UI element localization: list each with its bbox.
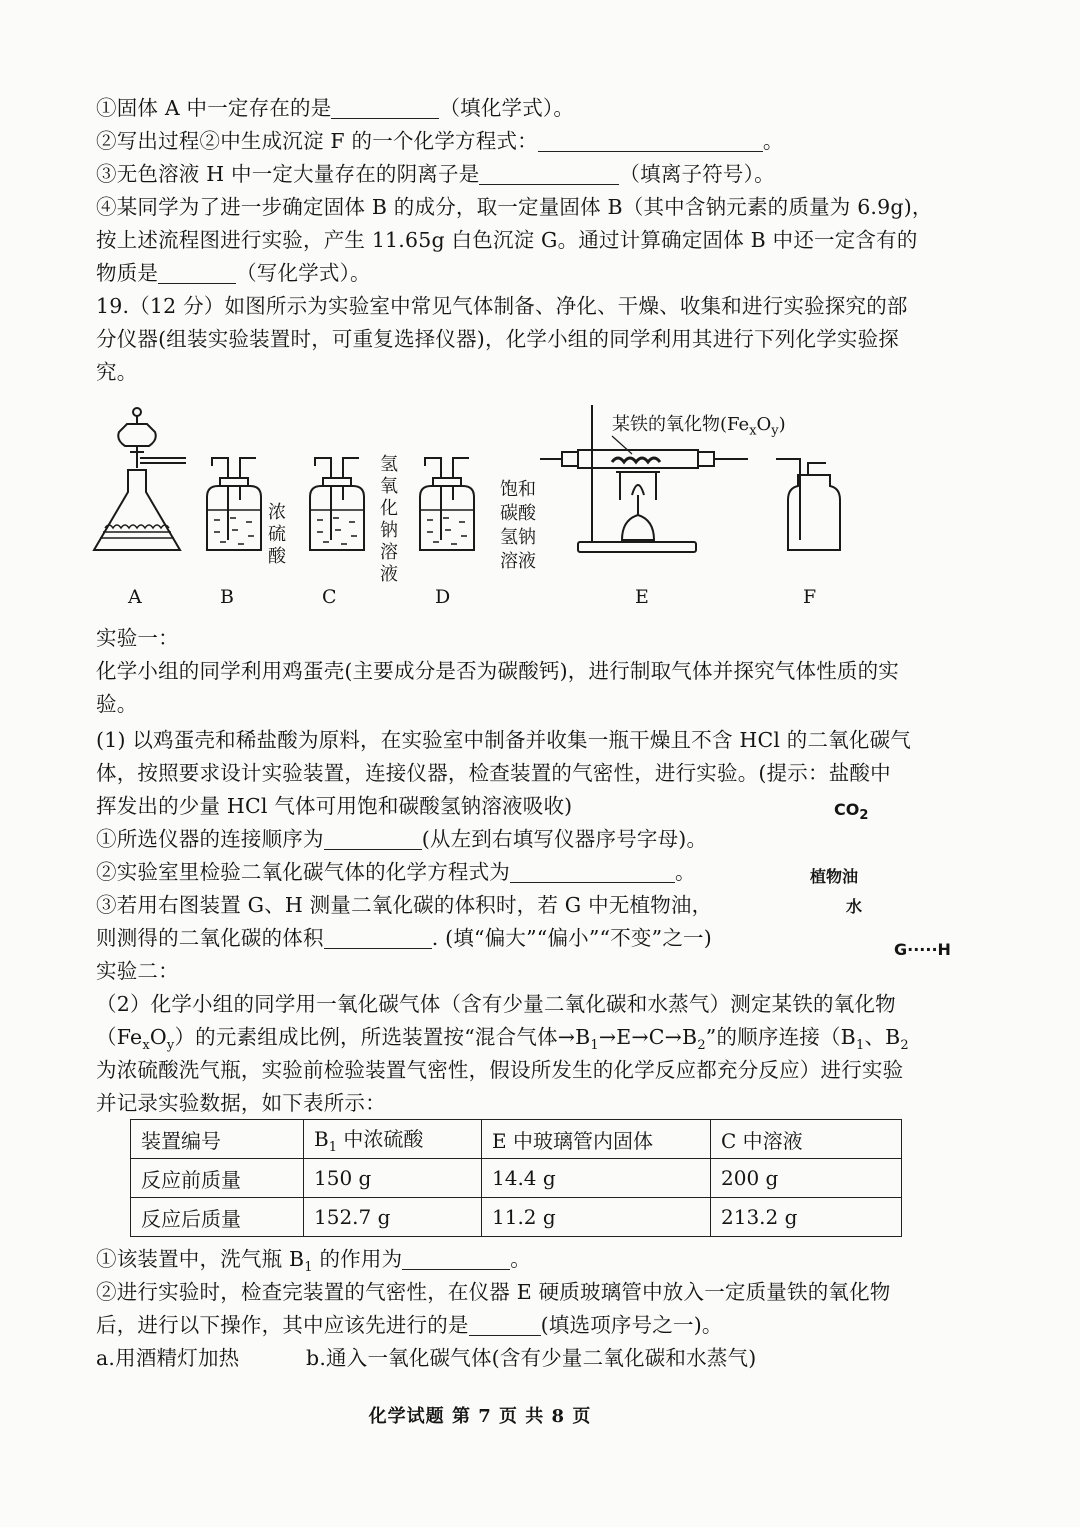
answer-blank[interactable] <box>510 860 675 883</box>
table-cell: 反应后质量 <box>131 1198 304 1237</box>
p1-sub1: ①所选仪器的连接顺序为 (从左到右填写仪器序号字母)。 <box>96 827 708 851</box>
p1-line3: 挥发出的少量 HCl 气体可用饱和碳酸氢钠溶液吸收) <box>96 794 573 818</box>
table-cell: 反应前质量 <box>131 1159 304 1198</box>
p1-line2: 体，按照要求设计实验装置，连接仪器，检查装置的气密性，进行实验。(提示：盐酸中 <box>96 761 891 785</box>
apparatus-d <box>420 458 474 550</box>
table-cell: 152.7 g <box>304 1198 482 1237</box>
apparatus-c <box>310 458 364 550</box>
exp1-desc-line2: 验。 <box>96 692 138 716</box>
q18-sub4-line1: ④某同学为了进一步确定固体 B 的成分，取一定量固体 B（其中含钠元素的质量为 6.9g)， <box>96 195 933 219</box>
q18-sub2: ②写出过程②中生成沉淀 F 的一个化学方程式： 。 <box>96 129 784 153</box>
p2-sub1: ①该装置中，洗气瓶 $B_1$ 的作用为 。 <box>96 1247 531 1276</box>
table-cell: 150 g <box>304 1159 482 1198</box>
apparatus-label-e: E <box>635 586 649 608</box>
oil-label: 植物油 <box>810 867 859 886</box>
page-footer: 化学试题 第 7 页 共 8 页 <box>368 1406 592 1427</box>
answer-blank[interactable] <box>324 926 432 949</box>
table-cell: 200 g <box>711 1159 902 1198</box>
table-row <box>131 1159 902 1198</box>
exp1-desc-line1: 化学小组的同学利用鸡蛋壳(主要成分是否为碳酸钙)，进行制取气体并探究气体性质的实 <box>96 659 899 683</box>
answer-blank[interactable] <box>324 827 422 850</box>
apparatus-label-c: C <box>322 586 337 608</box>
answer-blank[interactable] <box>402 1247 510 1270</box>
apparatus-label-b: B <box>220 586 234 608</box>
p1-sub3-line2: 则测得的二氧化碳的体积 . (填“偏大”“偏小”“不变”之一) <box>96 926 712 950</box>
table-header: E 中玻璃管内固体 <box>482 1120 711 1159</box>
table-header-row <box>131 1120 902 1159</box>
apparatus-label-d: D <box>435 586 451 608</box>
exp1-title: 实验一： <box>96 626 179 650</box>
table-cell: 14.4 g <box>482 1159 711 1198</box>
p2-line1: （2）化学小组的同学用一氧化碳气体（含有少量二氧化碳和水蒸气）测定某铁的氧化物 <box>96 992 896 1016</box>
option-a: a.用酒精灯加热 <box>96 1346 240 1370</box>
exp2-title: 实验二： <box>96 959 179 983</box>
reagent-d-label: 饱和 碳酸 氢钠 溶液 <box>500 479 536 572</box>
reagent-b-label: 浓 硫 酸 <box>268 502 286 567</box>
apparatus-a <box>94 408 186 550</box>
apparatus-f <box>776 459 840 550</box>
q19-intro-line1: 19.（12 分）如图所示为实验室中常见气体制备、净化、干燥、收集和进行实验探究的部 <box>96 294 908 318</box>
p2-line2: $(Fe_xO_y)$的元素组成比例，所选装置按“混合气体$\to B_1\to E\to C\to B_2$”的顺序连接（$B_1$、$B_2$ <box>96 1025 909 1054</box>
apparatus-label-a: A <box>128 586 142 608</box>
apparatus-figure <box>0 0 1080 620</box>
table-row <box>131 1198 902 1237</box>
p1-line1: (1) 以鸡蛋壳和稀盐酸为原料，在实验室中制备并收集一瓶干燥且不含 HCl 的二氧化碳气 <box>96 728 912 752</box>
apparatus-b <box>207 458 261 550</box>
water-label: 水 <box>846 897 863 916</box>
table-cell: 11.2 g <box>482 1198 711 1237</box>
table-cell: 213.2 g <box>711 1198 902 1237</box>
p2-sub2-line1: ②进行实验时，检查完装置的气密性，在仪器 E 硬质玻璃管中放入一定质量铁的氧化物 <box>96 1280 891 1304</box>
q18-sub4-line2: 按上述流程图进行实验，产生 11.65g 白色沉淀 G。通过计算确定固体 B 中还一定含有的 <box>96 228 918 252</box>
table-header: $B_1$ 中浓硫酸 <box>304 1120 482 1159</box>
p2-line4: 并记录实验数据，如下表所示： <box>96 1091 386 1115</box>
gh-caption: G·····H <box>894 940 951 959</box>
q18-sub3: ③无色溶液 H 中一定大量存在的阴离子是 （填离子符号）。 <box>96 162 775 186</box>
q18-sub1: ①固体 A 中一定存在的是 （填化学式）。 <box>96 96 575 120</box>
answer-blank[interactable] <box>469 1313 541 1336</box>
p2-line3: 为浓硫酸洗气瓶，实验前检验装置气密性，假设所发生的化学反应都充分反应）进行实验 <box>96 1058 904 1082</box>
co2-label: $CO_2$ <box>834 800 869 824</box>
q18-sub4-line3: 物质是 （写化学式）。 <box>96 261 371 285</box>
option-b: b.通入一氧化碳气体(含有少量二氧化碳和水蒸气) <box>306 1346 757 1370</box>
apparatus-label-f: F <box>803 586 817 608</box>
q19-intro-line3: 究。 <box>96 360 138 384</box>
data-table <box>130 1119 902 1237</box>
table-header: 装置编号 <box>131 1120 304 1159</box>
reagent-c-label: 氢 氧 化 钠 溶 液 <box>380 454 398 585</box>
p1-sub3-line1: ③若用右图装置 G、H 测量二氧化碳的体积时，若 G 中无植物油， <box>96 893 713 917</box>
p2-sub2-line2: 后，进行以下操作，其中应该先进行的是 (填选项序号之一)。 <box>96 1313 723 1337</box>
q19-intro-line2: 分仪器(组装实验装置时，可重复选择仪器)，化学小组的同学利用其进行下列化学实验探 <box>96 327 899 351</box>
iron-oxide-label: 某铁的氧化物$(Fe_xO_y)$ <box>612 414 786 439</box>
table-header: C 中溶液 <box>711 1120 902 1159</box>
p1-sub2: ②实验室里检验二氧化碳气体的化学方程式为 。 <box>96 860 696 884</box>
